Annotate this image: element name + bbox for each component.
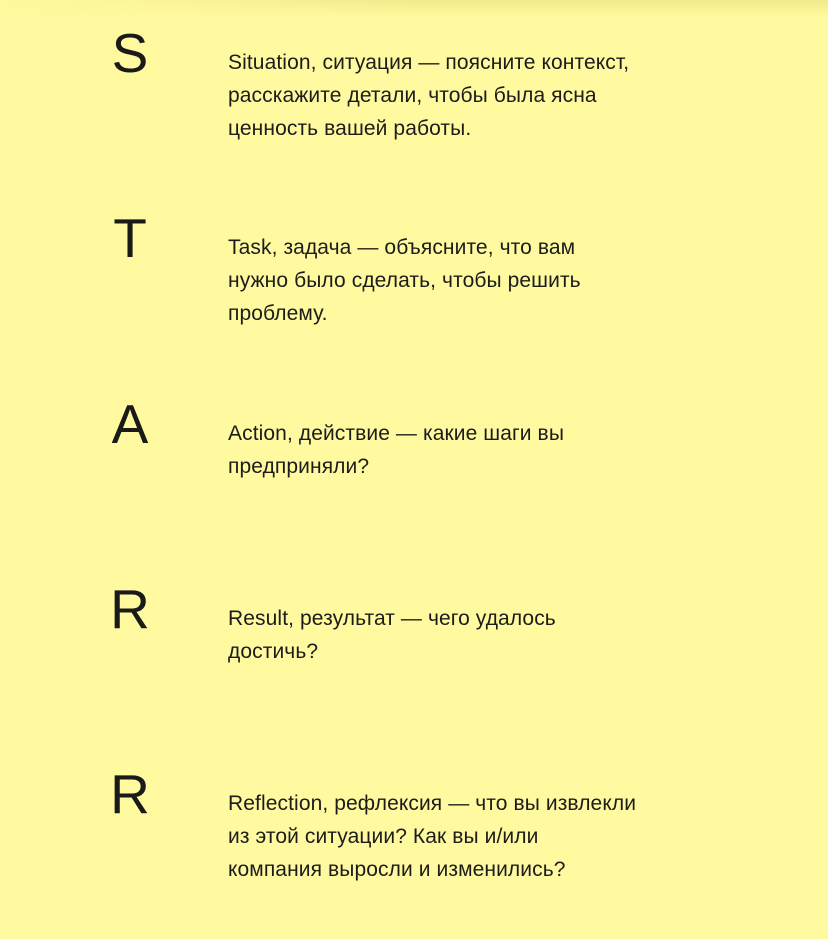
description-line: расскажите детали, чтобы была ясна (228, 84, 597, 107)
description-line: достичь? (228, 640, 319, 663)
description-line: Reflection, рефлексия — что вы извлекли (228, 792, 637, 815)
description-line: компания выросли и изменились? (228, 858, 566, 881)
description-line: Action, действие — какие шаги вы (228, 422, 565, 445)
section-description (228, 231, 708, 330)
section-letter: T (113, 207, 147, 269)
description-line: предприняли? (228, 455, 370, 478)
description-line: проблему. (228, 302, 328, 325)
section-letter: R (110, 763, 150, 825)
section-description (228, 602, 708, 668)
description-line: Task, задача — объясните, что вам (228, 236, 576, 259)
description-line: ценность вашей работы. (228, 117, 472, 140)
description-line: нужно было сделать, чтобы решить (228, 269, 581, 292)
section-description (228, 46, 708, 145)
description-line: Situation, ситуация — поясните контекст, (228, 51, 630, 74)
section-letter: R (110, 578, 150, 640)
section-letter: A (111, 393, 149, 455)
description-line: Result, результат — чего удалось (228, 607, 556, 630)
section-letter: S (111, 22, 149, 84)
top-shadow (0, 0, 828, 16)
description-line: из этой ситуации? Как вы и/или (228, 825, 539, 848)
section-description (228, 787, 708, 886)
section-description (228, 417, 708, 483)
